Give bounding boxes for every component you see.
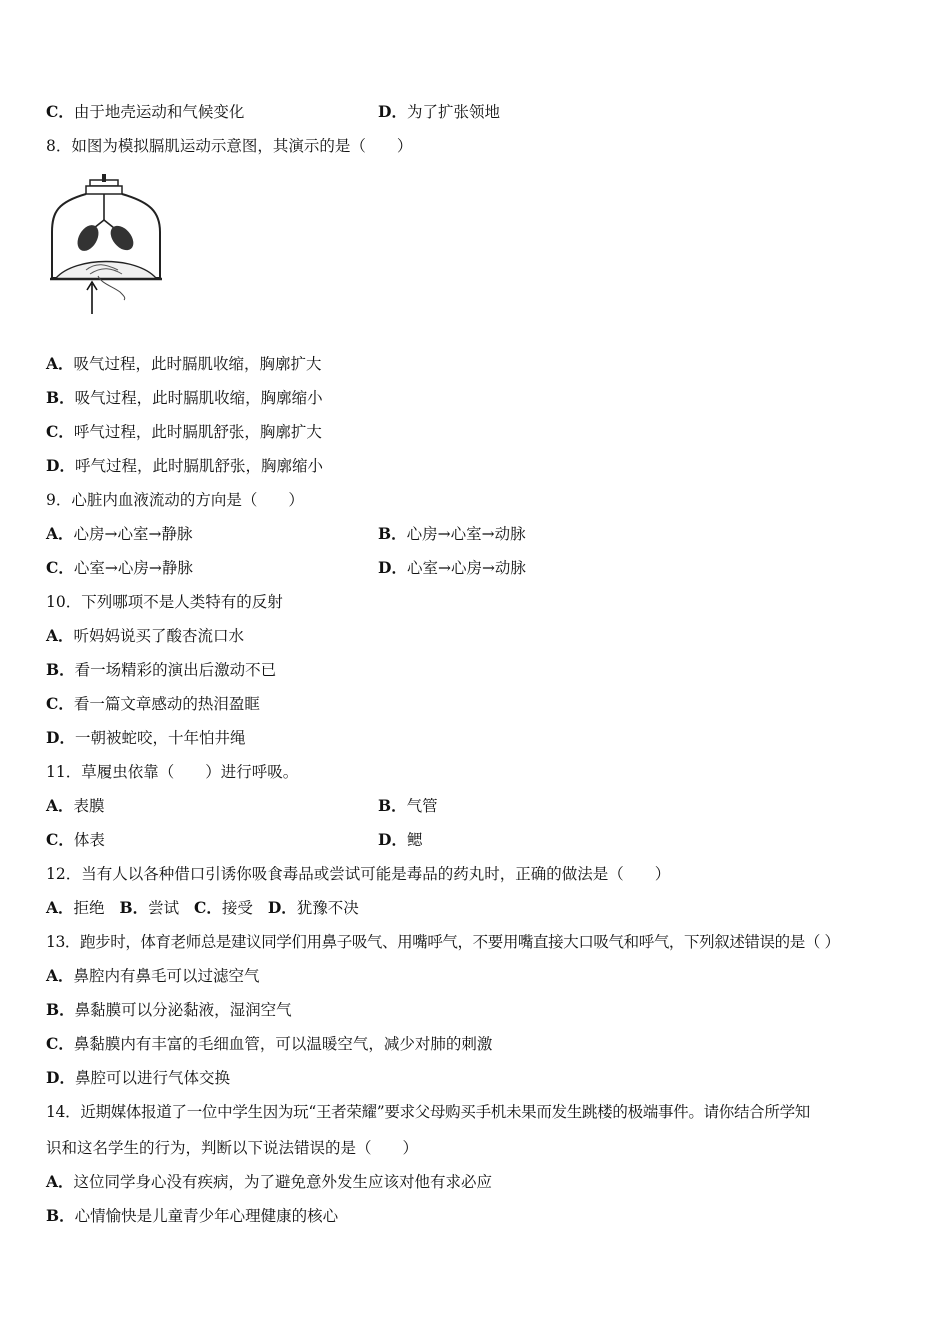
- q10-option-a: A．听妈妈说买了酸杏流口水: [46, 626, 245, 645]
- q12-option-d: D．犹豫不决: [267, 898, 359, 917]
- q14-stem-line2: 识和这名学生的行为，判断以下说法错误的是（ ）: [46, 1139, 419, 1157]
- q10-stem: 10．下列哪项不是人类特有的反射: [46, 593, 283, 611]
- q10-option-b: B．看一场精彩的演出后激动不已: [46, 660, 277, 679]
- q12-stem: 12．当有人以各种借口引诱你吸食毒品或尝试可能是毒品的药丸时，正确的做法是（ ）: [46, 865, 671, 883]
- q14-stem-line1: 14．近期媒体报道了一位中学生因为玩“王者荣耀”要求父母购买手机未果而发生跳楼的极端事件。请你结合所学知: [46, 1103, 810, 1121]
- q11-option-b: B．气管: [378, 796, 438, 815]
- q7-option-d: D．为了扩张领地: [378, 102, 500, 121]
- q9-option-a: A．心房→心室→静脉: [46, 524, 193, 543]
- q7-option-c: C．由于地壳运动和气候变化: [46, 102, 245, 121]
- q14-option-a: A．这位同学身心没有疾病，为了避免意外发生应该对他有求必应: [46, 1172, 493, 1191]
- q12-option-b: B．尝试: [119, 898, 180, 917]
- q9-stem: 9．心脏内血液流动的方向是（ ）: [46, 491, 304, 509]
- q12-option-c: C．接受: [194, 898, 253, 917]
- q11-option-d: D．鳃: [378, 830, 423, 849]
- bell-jar-diagram: [46, 172, 166, 322]
- q14-option-b: B．心情愉快是儿童青少年心理健康的核心: [46, 1206, 339, 1225]
- q13-option-b: B．鼻黏膜可以分泌黏液，湿润空气: [46, 1000, 292, 1019]
- q8-option-a: A．吸气过程，此时膈肌收缩，胸廓扩大: [46, 354, 322, 373]
- q13-stem: 13．跑步时，体育老师总是建议同学们用鼻子吸气、用嘴呼气，不要用嘴直接大口吸气和呼气，下列叙述错误的是（ ）: [46, 933, 840, 951]
- q8-stem: 8．如图为模拟膈肌运动示意图，其演示的是（ ）: [46, 137, 413, 155]
- q9-option-d: D．心室→心房→动脉: [378, 558, 526, 577]
- q11-option-c: C．体表: [46, 830, 105, 849]
- q8-option-b: B．吸气过程，此时膈肌收缩，胸廓缩小: [46, 388, 323, 407]
- q13-option-a: A．鼻腔内有鼻毛可以过滤空气: [46, 966, 260, 985]
- q8-option-c: C．呼气过程，此时膈肌舒张，胸廓扩大: [46, 422, 322, 441]
- q11-option-a: A．表膜: [46, 796, 105, 815]
- q13-option-d: D．鼻腔可以进行气体交换: [46, 1068, 230, 1087]
- q10-option-c: C．看一篇文章感动的热泪盈眶: [46, 694, 260, 713]
- q9-option-b: B．心房→心室→动脉: [378, 524, 526, 543]
- diaphragm-model-figure: [46, 172, 166, 322]
- q9-option-c: C．心室→心房→静脉: [46, 558, 193, 577]
- q8-option-d: D．呼气过程，此时膈肌舒张，胸廓缩小: [46, 456, 323, 475]
- q13-option-c: C．鼻黏膜内有丰富的毛细血管，可以温暖空气，减少对肺的刺激: [46, 1034, 493, 1053]
- q12-options: [46, 898, 369, 918]
- q12-option-a: A．拒绝: [46, 898, 105, 917]
- q11-stem: 11．草履虫依靠（ ）进行呼吸。: [46, 763, 299, 781]
- q10-option-d: D．一朝被蛇咬，十年怕井绳: [46, 728, 246, 747]
